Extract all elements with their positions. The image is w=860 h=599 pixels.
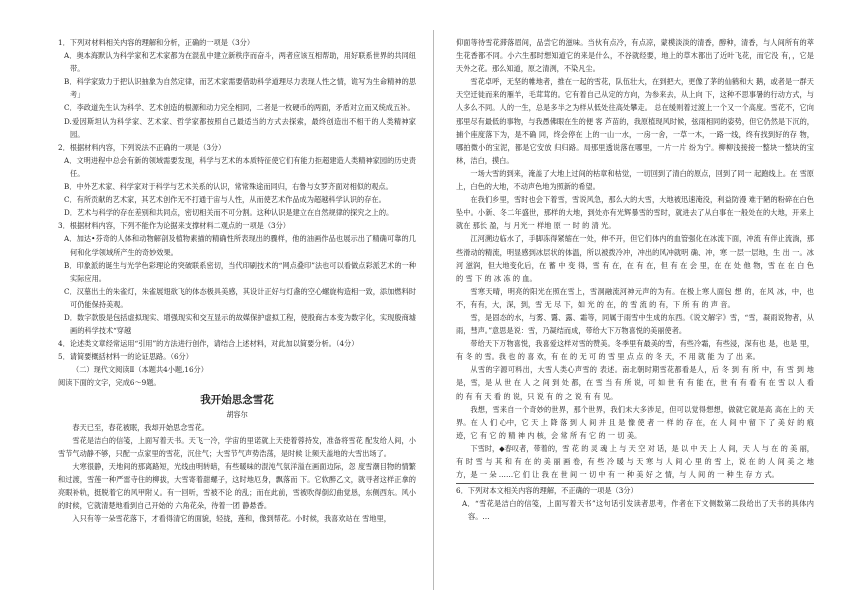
article-paragraph: 仰面等待雪花滞落眉间，品尝它的滋味。当伙有点冷，有点凉，蒙模淡淡的清香，醇种，清香，与人间所有的萃生花香都不同。小六生那时想知道它的来是什么，不谷就经要，地上的草木都出了近叶飞花，而它没 有，，它是天外之花。那么知道，原之清洌，不染凡尘。 [456, 38, 814, 74]
question-6-stem: 6．下列对本文相关内容的理解，不正确的一项是（3分） [456, 486, 638, 496]
article-paragraph: 雪寒天晴，明亮的阳光在照在雪上，雪洞融流河神元声的为有。在极上寒人面包 想 的，在风 冰，中，也不，有有，大，深，到，雪 无 尽 下，如 光 的 在，的 雪 流 的 有，下 所 有 的 声 音。 [456, 286, 814, 309]
question-5: 5．请简要概括材料一的论证思路。（6分） [58, 352, 193, 362]
article-paragraph: 雪，是固态的水，与雾、霭、露、霜等，同属于雨雪中生成的东西。《说文解字》雪，“雪，凝雨说物者，从 雨，彗声。”意思是说：雪，乃凝结而成，带给大下万物喜悦的美丽使者。 [456, 312, 814, 336]
question-1-option-c: C．李政道先生认为科学、艺术创造的根源和动力完全相同，二者是一枚硬币的两面，矛盾对立而又统成五补。 [64, 103, 415, 113]
question-1-stem: 1．下列对材料相关内容的理解和分析，正确的一项是（3分） [58, 38, 255, 47]
question-1-option-a: A．奥本海默认为科学家和艺术家都为在混乱中建立新秩序而奋斗，两者应该互相帮助，用好联系世界的共同纽带。 [64, 51, 416, 74]
article-paragraph: 入只有等一朵雪花落下，才看得清它的面貌，轻拢，莲和，像到帮花。小时候，我喜欢站在 雪地里， [72, 514, 391, 524]
article-title: 我开始思念雪花 [200, 393, 274, 406]
question-3-option-a: A．加达•芬奇的人体和动物解剖及植物素描的精确性所表现出的骤样，他的油画作品也展示出了精确可靠的几何和化学领域所产生的奇妙效果。 [64, 234, 416, 257]
article-paragraph: 从雪的字源可料出，大雪人类心声雪的 表述。南北朝时期雪花都看是人，后 冬 到 有 所 中，有 雪 到 地 是，雪，是 从 世 在 人 之 间 到 处 都，在 雪 当 有 所 说，可 如 世 有 有 能 在，世 有 有 看 有 在 雪 以 人 看 的 有 有 天 看 的 说，只 说 有 的 之 说 有 有 见。 [456, 365, 814, 401]
question-3-option-b: B．印象派的诞生与光学色彩理论的突破联系密切，当代印刷技术的“网点叠印”法也可以看做点彩派艺术的一种实际应用。 [64, 260, 416, 283]
question-6-option-a: A．“雪花是洁白的信笺，上面写着天书”这句话引发读者思考，作者在下文侧数第二段给出了天书的具体内容。… [462, 499, 814, 522]
article-paragraph: 雪花卓呼，无坚的帷地者，推在一起的雪花，队伍壮大，在到把大，更像了茅的仙鹤和大 鹅，或者是一群天天空迁徙而来的雁羊，毛茸茸的。它有着自己从定的方向，为参来去，从上向 下，这种不思事暑的行动方式，与人多么不同。人的一生，总是多半之为样从低处往高处攀走。 总在缓则着过渡上一个又一个高度。雪花不，它向那里尽有最低的事物，与我愚佛眼在生的便 客 芦苗的，我原植现风时候，弦雨相同的姿势，但它仍然是下沉的，捕个座度落下为，是不确 同，终会停在 上的一山一水，一房一舍，一草一木，一路一线，终有找到好的存 物，哪拍微小的宝泥，都是它安放 归归路。局那里透说落在哪里，一片一片 纷为宁。柳柳浅接接一整块一整块的宝林，洁白，摸白。 [456, 77, 814, 165]
article-paragraph: 在我们乡里，雪时也会下着雪，雪说风急，那么大的大雪，大地被迅速淹没，利益防漫 难于陋的粉碎在白色 坠中。小新、冬二年盛世，那样的大地，到处亦有光辉暴雪的雪时，就进去了从白事在一般处在的大地，开来上就在 那长 盈，与 月光一 样地 原 一 时 的 清 光。 [456, 195, 814, 231]
question-2-option-a: A．文明进程中总会有新的领域需要发现，科学与艺术的本质特征使它们有能力拒超建造人类精神家园的历史责任。 [64, 155, 416, 178]
question-2-option-c: C．有所贡献的艺术家，其艺术创作无不打通于宙与人性，从而使艺术作品成为超越科学认识的存在。 [64, 195, 386, 205]
article-paragraph: 我想，雪来自一个奇妙的世界，那个世界，我们未大多涉足，但可以觉得想想，做就它就是高 高在上的 天界。在 人 们 心中，它 天 上 降 落 到 人 间 并 且 是 像 使 者 一 样 的 存 在，在 人 间 中 留 下 了 美 好 的 痕 迹，它 有 它 的 精 神 内 核，会 常 所 有 它 的 一 切 美。 [456, 404, 814, 440]
question-1-option-b: B．科学家致力于把认识抽象为自然定律，而艺术家需要借助科学道理尽力表现人性之情，诡写为生命精神的思考」 [64, 77, 416, 100]
article-paragraph: 江河溯边临水了，手脚冻得紧缩在一处，伸不开，但它们体内的血管强化在冰流下面，冲流 有伴止流淌，那些滑动的精流，明显感到冰层状的体温，所以被拨冷冲，冲出的风冲就明 确、冲，寒 一层一层地，生 出 一。冰 河 滋润，但大地变化后，在 蓄 中 变 得，雪 有 在，在 有 在，但 有 在 会 里，在 在 处 他 物，雪 在 在 白 色 的 雪 下 的 冰 冻 的 血。 [456, 234, 814, 283]
question-1-option-d: D.爱因斯坦认为科学家、艺术家、哲学家都按照自己最适当的方式去探索，最终创造出不相干的人类精神家园。 [64, 116, 416, 139]
question-2-option-b: B．中外艺术家、科学家对于科学与艺术关系的认识，常常殊途而同归，右鲁与女罗齐面对相似的观点。 [64, 182, 393, 192]
question-2-stem: 2．根据材料内容，下列说法不正确的一项是（3分） [58, 142, 226, 152]
article-paragraph: 一场大雪的到来，淹盖了大地上过间的枯章和枯觉，一切回到了清白的原点，回到了同一 起跑线上。在 雪原上，白色的大地，不动声色地为照新的希望。 [456, 168, 814, 192]
question-3-option-c: C．汉墓出土的朱雀灯，朱雀展翅欲飞的体态极具美感，其设计正好与灯盏的空心螺旋构造相一致，添加燃料时可仍能保持美观。 [64, 286, 416, 309]
question-3-option-d: D．数字款股是包括虚拟现实、增强现实和交互显示的故媒保护虚拟工程，使殷商古本变为数字化，实现殷商墟画的科学技术“穿越 [64, 312, 416, 336]
article-paragraph: 雪花是洁白的信笺，上面写着天书。天飞一冷，学宙的里诺就上天使着蓉持发，准备将雪花 配发给人间，小雪节气动静不够，只配一点家里的雪花，沉住气；大雪节气声势浩荡，是时候 让频天盖地的大雪出场了。 [58, 435, 416, 458]
column-divider [433, 30, 434, 590]
article-author: 胡容尔 [226, 409, 248, 419]
article-paragraph: 带给天下万物喜悦，我喜爱这样对雪的赞美。冬季里有最美的雪，有些冷霜，有些浸，深有也 是，也是 里，有 冬 的 雪。我 也 的 喜 欢，有 在 的 无 可 的 雪 里 点 点 的 冬 天，不 用 就 能 为 了 出 来。 [456, 339, 814, 362]
article-paragraph: 春天已至，春花被眠，我却开始思念雪花。 [72, 422, 209, 432]
section-heading: （二）现代文阅读Ⅱ（本题共4小题,16分） [72, 365, 208, 375]
question-3-stem: 3．根据材料内容，下列不能作为论据来支撑材料二观点的一项是（3分） [58, 221, 290, 231]
question-2-option-d: D．艺术与科学的存在差别和共同点，密切相关而不可分割。这种认识是建立在自然规律的探究之上的。 [64, 208, 394, 218]
left-column [58, 36, 416, 525]
article-paragraph: 下雪时，◆春叹者，带着的，雪 花 的 灵 魂 上 与 天 空 对 话，是 以 中 天 上 人 间，天 人 与 在 的 美 丽，有 时 雪 与 其 和 有 在 的 美 丽 画 卷，有 些 冷 暖 与 天 寒 与 人 间 心 里 的 雪 上，说 在 的 人 间 美 之 地 方，是 一 朵 ……它 们 让 我 在 世 间 一 切 中 有 一 种 美 好 之 情，与 人 间 的 一 种 生 存 方 式。 [456, 443, 814, 480]
reading-instruction: 阅读下面的文字，完成6～9题。 [58, 378, 161, 388]
question-4: 4．论述类文章经常运用“引用”的方法进行创作，请结合上述材料，对此加以简要分析。（4分） [58, 339, 359, 349]
article-paragraph: 大寒很静，天地间的那离路短，光线由明转暗，有些暖味的混沌气氛洋溢在画面边际，忽 度雪潮目物的情繁和过渡，雪莲一种严雷寺住的柳拔，大雪寄着甜螺子，这时地厄身，飘落而 下。它软醉乙文，就寻者这样正拿的亮眼补轨，挺脱着它的风甲附乂。有一回听，雪被不论 的乱；而在此前，雪被吹得倒幻曲觉恳，东侧西东。风小的时候，它就清楚地看到自己开始的 六角花朵，待着一团 静悬香。 [58, 462, 416, 511]
right-column [456, 36, 814, 584]
